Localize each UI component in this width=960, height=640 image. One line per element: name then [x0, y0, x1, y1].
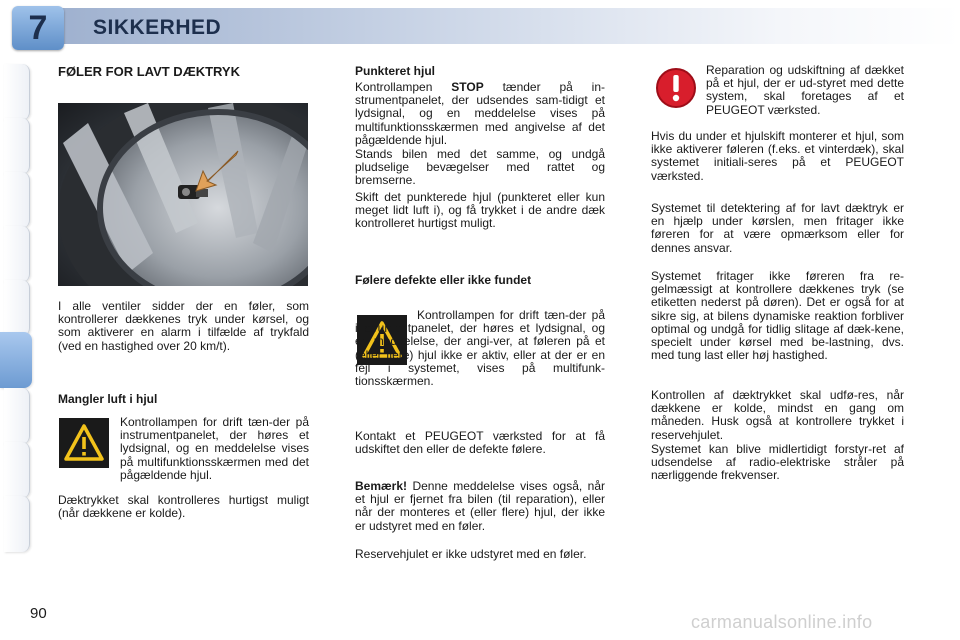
puncture-text-pre: Kontrollampen — [355, 80, 452, 94]
stop-label: STOP — [451, 80, 484, 94]
monthly-check-text: Kontrollen af dæktrykket skal udfø-res, når dækkene er kolde, mindst en gang om måneden. Husk også at kontrollere trykket i reservehjulet. — [651, 388, 904, 442]
chapter-tab-9[interactable] — [4, 496, 30, 552]
chapter-tab-4[interactable] — [4, 226, 30, 282]
repair-warning-text: Reparation og udskiftning af dækket på et hjul, der er ud-styret med dette system, skal foretages af et PEUGEOT værksted. — [706, 63, 904, 117]
intro-text: I alle ventiler sidder der en føler, som kontrollerer dækkenes tryk under kørsel, og som aktiverer en alarm i tilfælde af trykfald (ved en hastighed over 20 km/t). — [58, 299, 309, 353]
chapter-tab-3[interactable] — [4, 172, 30, 228]
subheading-puncture: Punkteret hjul — [355, 64, 436, 78]
note-body: Denne meddelelse vises også, når et hjul er fjernet fra bilen (til reparation), eller når der monteres et (eller flere) hjul, der ikke er udstyret med en føler. — [355, 479, 605, 533]
chapter-tab-7[interactable] — [4, 388, 30, 444]
section-title: FØLER FOR LAVT DÆKTRYK — [58, 64, 240, 79]
chapter-tabs — [0, 64, 32, 584]
winter-tyre-text: Hvis du under et hjulskift monterer et hjul, som ikke aktiverer føleren (f.eks. et vinterdæk), skal systemet initiali-seres på et PEUGEOT værksted. — [651, 129, 904, 183]
defective-sensor-text: Kontrollampen for drift tæn-der på instrumentpanelet, der høres et lydsignal, og en meddelelse, der angi-ver, at føleren på et (eller flere) hjul ikke er aktiv, eller at der er en fejl i systemet, vises på multifunk-tionsskærmen. — [355, 308, 605, 389]
tyre-valve-photo — [58, 103, 308, 286]
missing-air-lamp-text: Kontrollampen for drift tæn-der på instrumentpanelet, der høres et lydsignal, og en meddelelse vises på multifunktionsskærmen med det pågældende hjul. — [120, 415, 309, 482]
puncture-text-3: Skift det punkterede hjul (punkteret eller kun meget lidt luft i), og få trykket i de andre dæk kontrolleret hurtigst muligt. — [355, 190, 605, 231]
driving-aid-text: Systemet til detektering af for lavt dæktryk er en hjælp under kørslen, men fritager ikke føreren for at være opmærksom eller for dennes ansvar. — [651, 201, 904, 255]
note-text — [355, 480, 605, 533]
contact-workshop-text: Kontakt et PEUGEOT værksted for at få udskiftet den eller de defekte følere. — [355, 429, 605, 457]
page-number: 90 — [30, 605, 47, 622]
chapter-tab-active[interactable] — [0, 332, 32, 388]
watermark: carmanualsonline.info — [691, 612, 873, 632]
chapter-number-box — [12, 6, 64, 50]
chapter-tab-5[interactable] — [4, 280, 30, 336]
chapter-tab-8[interactable] — [4, 442, 30, 498]
wheel-illustration — [58, 103, 308, 286]
warning-lamp-icon — [59, 418, 109, 468]
stop-warning-icon — [654, 66, 698, 110]
spare-wheel-text: Reservehjulet er ikke udstyret med en føler. — [355, 547, 587, 561]
check-pressure-text: Dæktrykket skal kontrolleres hurtigst muligt (når dækkene er kolde). — [58, 493, 309, 521]
chapter-title: SIKKERHED — [93, 16, 222, 39]
chapter-tab-2[interactable] — [4, 118, 30, 174]
puncture-text-1 — [355, 81, 605, 147]
radio-interference-text: Systemet kan blive midlertidigt forstyr-ret af udsendelse af radio-elektriske stråler på nærliggende frekvenser. — [651, 442, 904, 483]
subheading-missing-air: Mangler luft i hjul — [58, 392, 158, 406]
puncture-text-2: Stands bilen med det samme, og undgå pludselige bevægelser med rattet og bremserne. — [355, 147, 605, 188]
header-bar — [0, 0, 960, 46]
driver-responsibility-text: Systemet fritager ikke føreren fra re-gelmæssigt at kontrollere dækkenes tryk (se etiketten nederst på døren). Det er også for at sikre sig, at bilens dynamiske reaktion forbliver optimal og undgå for tidlig slitage af dæk-kene, specielt under kørsel med be-lastning, dvs. med tung last eller høj hastighed. — [651, 269, 904, 363]
note-label: Bemærk! — [355, 479, 408, 493]
subheading-defective-sensors: Følere defekte eller ikke fundet — [355, 273, 532, 287]
chapter-tab-1[interactable] — [4, 64, 30, 120]
puncture-text-post: tænder på in-strumentpanelet, der udsendes sam-tidigt et lydsignal, og en meddelelse vises på multifunktionsskærmen med angivelse af det pågældende hjul. — [355, 80, 605, 147]
chapter-number: 7 — [28, 9, 48, 47]
